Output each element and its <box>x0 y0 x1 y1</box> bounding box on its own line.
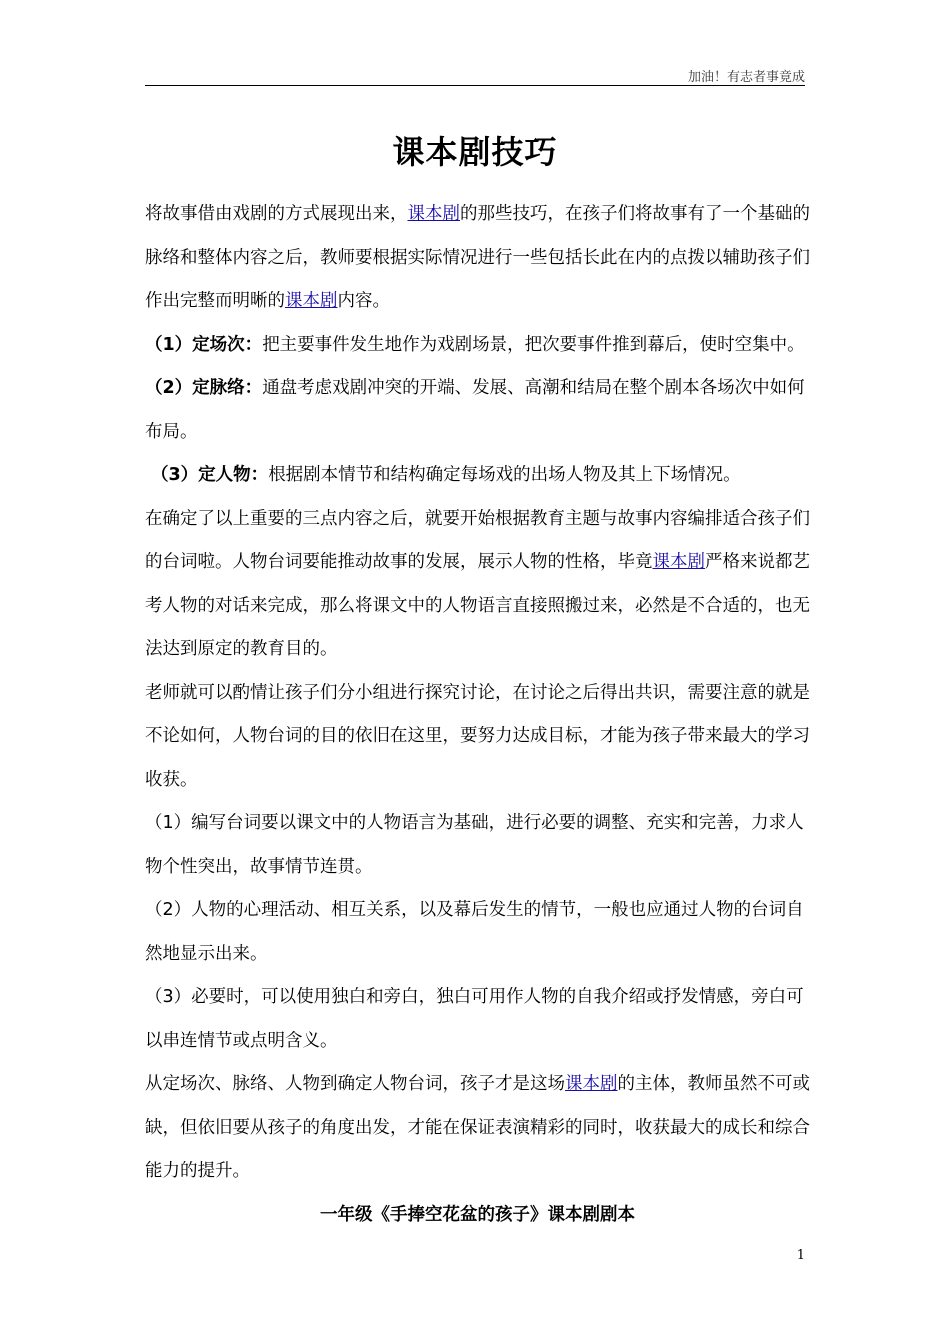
keben-ju-link[interactable]: 课本剧 <box>652 552 705 572</box>
page-number: 1 <box>796 1248 805 1263</box>
keben-ju-link[interactable]: 课本剧 <box>565 1074 618 1094</box>
intro-paragraph <box>145 193 810 324</box>
keben-ju-link[interactable]: 课本剧 <box>285 291 338 311</box>
dialogue-paragraph <box>145 498 810 672</box>
step-item <box>145 367 810 454</box>
step-label: （3）定人物： <box>151 465 269 485</box>
rule-item: （1）编写台词要以课文中的人物语言为基础，进行必要的调整、充实和完善，力求人物个性突出，故事情节连贯。 <box>145 813 804 877</box>
script-subtitle: 一年级《手捧空花盆的孩子》课本剧剧本 <box>320 1204 635 1225</box>
conclusion-text-1: 从定场次、脉络、人物到确定人物台词，孩子才是这场 <box>145 1074 565 1094</box>
intro-text-3: 内容。 <box>337 291 390 311</box>
rule-item: （3）必要时，可以使用独白和旁白，独白可用作人物的自我介绍或抒发情感，旁白可以串连情节或点明含义。 <box>145 987 804 1051</box>
header-divider <box>145 85 805 86</box>
step-text: 通盘考虑戏剧冲突的开端、发展、高潮和结局在整个剧本各场次中如何布局。 <box>145 378 805 442</box>
step-text: 根据剧本情节和结构确定每场戏的出场人物及其上下场情况。 <box>268 465 741 485</box>
step-label: （2）定脉络： <box>145 378 263 398</box>
step-item <box>145 324 810 368</box>
rule-item: （2）人物的心理活动、相互关系，以及幕后发生的情节，一般也应通过人物的台词自然地显示出来。 <box>145 900 804 964</box>
step-label: （1）定场次： <box>145 334 263 355</box>
intro-text-2: 的那些技巧，在孩子们将故事有了一个基础的脉络和整体内容之后，教师要根据实际情况进行一些包括长此在内的点拨以辅助孩子们作出完整而明晰的 <box>145 204 810 311</box>
keben-ju-link[interactable]: 课本剧 <box>407 204 460 224</box>
conclusion-text-2: 的主体，教师虽然不可或缺，但依旧要从孩子的角度出发，才能在保证表演精彩的同时，收获最大的成长和综合能力的提升。 <box>145 1074 810 1181</box>
dialogue-text-1: 在确定了以上重要的三点内容之后，就要开始根据教育主题与故事内容编排适合孩子们的台词啦。人物台词要能推动故事的发展，展示人物的性格，毕竟 <box>145 508 810 572</box>
intro-text-1: 将故事借由戏剧的方式展现出来， <box>145 204 408 224</box>
discussion-paragraph: 老师就可以酌情让孩子们分小组进行探究讨论，在讨论之后得出共识，需要注意的就是不论如何，人物台词的目的依旧在这里，要努力达成目标，才能为孩子带来最大的学习收获。 <box>145 682 810 790</box>
document-body <box>145 193 810 1237</box>
step-item <box>145 454 810 498</box>
conclusion-paragraph <box>145 1063 810 1194</box>
dialogue-text-2: 严格来说都艺考人物的对话来完成，那么将课文中的人物语言直接照搬过来，必然是不合适的，也无法达到原定的教育目的。 <box>145 552 810 659</box>
step-text: 把主要事件发生地作为戏剧场景，把次要事件推到幕后，使时空集中。 <box>262 334 805 355</box>
header-motto: 加油！有志者事竟成 <box>687 70 805 85</box>
page-title: 课本剧技巧 <box>392 133 558 171</box>
